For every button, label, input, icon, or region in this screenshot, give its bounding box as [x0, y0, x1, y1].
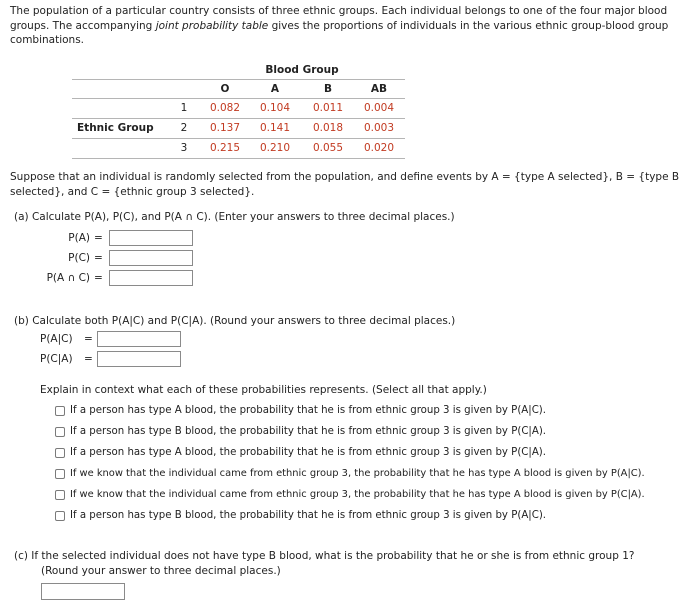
cell-2-a: 0.141	[259, 122, 291, 134]
joint-probability-table	[72, 60, 405, 160]
intro-line-2: groups. The accompanying joint probability table gives the proportions of individuals in the various ethnic group-blood group	[10, 19, 669, 32]
option-4-checkbox[interactable]	[55, 469, 65, 479]
suppose-paragraph	[10, 170, 695, 199]
cell-3-ab: 0.020	[363, 142, 395, 154]
table-rule-header	[72, 98, 405, 99]
col-header-o: O	[220, 83, 230, 95]
cell-1-ab: 0.004	[363, 102, 395, 114]
row-label-1: 1	[180, 102, 188, 114]
row-label-3: 3	[180, 142, 188, 154]
part-b-prompt: (b) Calculate both P(A|C) and P(C|A). (Round your answers to three decimal places.)	[14, 315, 456, 327]
option-2-checkbox[interactable]	[55, 427, 65, 437]
cell-2-o: 0.137	[209, 122, 241, 134]
row-label-2: 2	[180, 122, 188, 134]
option-3-checkbox[interactable]	[55, 448, 65, 458]
p-a-given-c-equals: =	[84, 333, 93, 345]
col-header-ab: AB	[370, 83, 388, 95]
intro-paragraph	[10, 4, 695, 48]
option-6-checkbox[interactable]	[55, 511, 65, 521]
p-c-input[interactable]	[109, 250, 193, 266]
p-c-equals: =	[94, 252, 103, 264]
p-c-given-a-equals: =	[84, 353, 93, 365]
part-c-input[interactable]	[41, 583, 125, 600]
suppose-line-1: Suppose that an individual is randomly selected from the population, and define events by A = {type A selected}, B = {type B	[10, 171, 680, 183]
part-c-line-2: (Round your answer to three decimal places.)	[41, 564, 281, 577]
row-group-label: Ethnic Group	[77, 122, 154, 134]
p-a-and-c-equals: =	[94, 272, 103, 284]
option-5-checkbox[interactable]	[55, 490, 65, 500]
p-a-given-c-label: P(A|C)	[40, 333, 73, 345]
option-5-text: If we know that the individual came from ethnic group 3, the probability that he has type A blood is given by P(C|A).	[70, 489, 645, 500]
part-c-prompt	[14, 549, 694, 578]
part-c-line-1: (c) If the selected individual does not have type B blood, what is the probability that he or she is from ethnic group 1?	[14, 550, 635, 562]
cell-3-a: 0.210	[259, 142, 291, 154]
table-rule-top	[72, 79, 405, 80]
col-header-a: A	[270, 83, 280, 95]
col-header-b: B	[323, 83, 332, 95]
p-a-and-c-input[interactable]	[109, 270, 193, 286]
p-a-and-c-label: P(A ∩ C)	[46, 272, 90, 284]
intro-line-3: combinations.	[10, 34, 85, 46]
cell-2-b: 0.018	[312, 122, 344, 134]
table-rule-row-1	[72, 118, 405, 119]
col-group-label: Blood Group	[265, 64, 339, 76]
option-1-checkbox[interactable]	[55, 406, 65, 416]
p-a-label: P(A)	[68, 232, 90, 244]
cell-1-o: 0.082	[209, 102, 241, 114]
option-4-text: If we know that the individual came from ethnic group 3, the probability that he has type A blood is given by P(A|C).	[70, 468, 645, 479]
table-rule-bottom	[72, 158, 405, 159]
option-1-text: If a person has type A blood, the probability that he is from ethnic group 3 is given by P(A|C).	[70, 405, 547, 416]
p-a-given-c-input[interactable]	[97, 331, 181, 347]
option-3-text: If a person has type A blood, the probability that he is from ethnic group 3 is given by P(C|A).	[70, 447, 547, 458]
suppose-line-2: selected}, and C = {ethnic group 3 selected}.	[10, 185, 255, 198]
explain-prompt: Explain in context what each of these probabilities represents. (Select all that apply.)	[40, 384, 487, 396]
p-c-label: P(C)	[68, 252, 90, 264]
p-a-input[interactable]	[109, 230, 193, 246]
cell-3-b: 0.055	[312, 142, 344, 154]
cell-1-b: 0.011	[312, 102, 344, 114]
cell-3-o: 0.215	[209, 142, 241, 154]
table-rule-row-2	[72, 138, 405, 139]
joint-probability-table-term: joint probability table	[155, 19, 269, 32]
option-2-text: If a person has type B blood, the probability that he is from ethnic group 3 is given by P(C|A).	[70, 426, 547, 437]
p-c-given-a-input[interactable]	[97, 351, 181, 367]
cell-1-a: 0.104	[259, 102, 291, 114]
p-c-given-a-label: P(C|A)	[40, 353, 73, 365]
option-6-text: If a person has type B blood, the probability that he is from ethnic group 3 is given by P(A|C).	[70, 510, 547, 521]
intro-line-1: The population of a particular country consists of three ethnic groups. Each individual belongs to one of the four major blood	[10, 5, 668, 17]
p-a-equals: =	[94, 232, 103, 244]
part-a-prompt: (a) Calculate P(A), P(C), and P(A ∩ C). (Enter your answers to three decimal places.)	[14, 211, 455, 223]
cell-2-ab: 0.003	[363, 122, 395, 134]
